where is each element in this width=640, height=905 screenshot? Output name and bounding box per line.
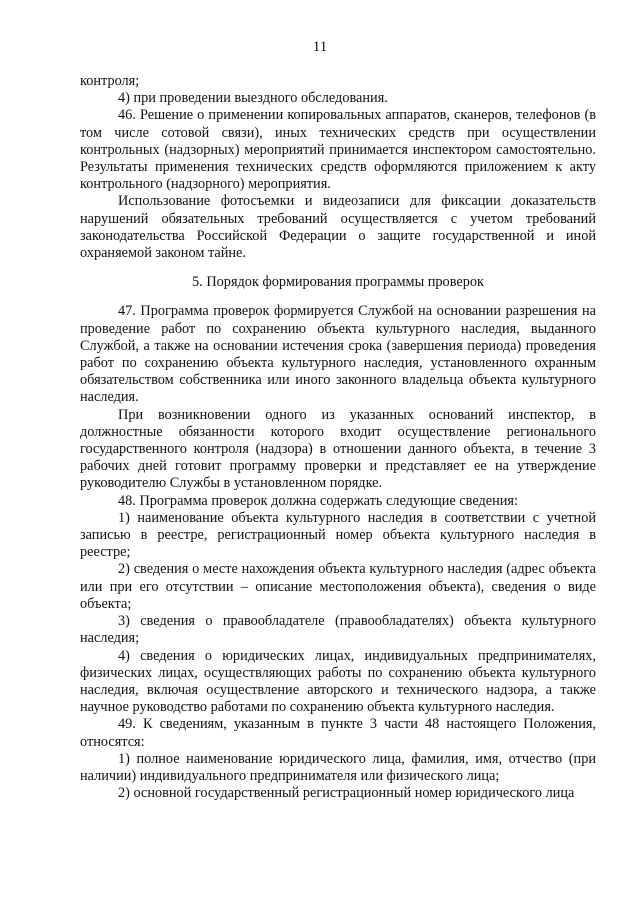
list-item: 2) основной государственный регистрационный номер юридического лица bbox=[118, 785, 575, 802]
paragraph: контроля; bbox=[80, 73, 140, 89]
document-body bbox=[80, 73, 596, 802]
page-number: 11 bbox=[312, 39, 328, 55]
paragraph: 48. Программа проверок должна содержать следующие сведения: bbox=[118, 492, 518, 509]
list-item: 1) полное наименование юридического лица, фамилия, имя, отчество (при наличии) индивидуального предпринимателя или физического лица; bbox=[80, 750, 596, 784]
list-item: 1) наименование объекта культурного наследия в соответствии с учетной записью в реестре, регистрационный номер объекта культурного наследия в реестре; bbox=[80, 509, 596, 561]
paragraph: 46. Решение о применении копировальных аппаратов, сканеров, телефонов (в том числе сотовой связи), иных технических средств при осуществлении контрольных (надзорных) мероприятий принимается инспектором самостоятельно. Результаты применения технических средств оформляются приложением к акту контрольного (надзорного) мероприятия. bbox=[80, 107, 596, 193]
paragraph: 4) при проведении выездного обследования. bbox=[118, 90, 388, 107]
paragraph: 49. К сведениям, указанным в пункте 3 части 48 настоящего Положения, относятся: bbox=[80, 716, 596, 750]
paragraph: При возникновении одного из указанных оснований инспектор, в должностные обязанности которого входит осуществление регионального государственного контроля (надзора) в отношении данного объекта, в течение 3 рабочих дней готовит программу проверки и представляет ее на утверждение руководителю Службы в установленном порядке. bbox=[80, 406, 596, 492]
paragraph: Использование фотосъемки и видеозаписи для фиксации доказательств нарушений обязательных требований осуществляется с учетом требований законодательства Российской Федерации о защите государственной и иной охраняемой законом тайне. bbox=[80, 193, 596, 262]
list-item: 4) сведения о юридических лицах, индивидуальных предпринимателях, физических лицах, осуществляющих работы по сохранению объекта культурного наследия, включая осуществление авторского и технического надзора, а также научное руководство работами по сохранению объекта культурного наследия. bbox=[80, 647, 596, 716]
list-item: 2) сведения о месте нахождения объекта культурного наследия (адрес объекта или при его отсутствии – описание местоположения объекта), сведения о виде объекта; bbox=[80, 561, 596, 612]
section-heading: 5. Порядок формирования программы проверок bbox=[192, 274, 484, 291]
list-item: 3) сведения о правообладателе (правообладателях) объекта культурного наследия; bbox=[80, 613, 596, 647]
paragraph: 47. Программа проверок формируется Службой на основании разрешения на проведение работ по сохранению объекта культурного наследия, выданного Службой, а также на основании истечения срока (завершения периода) проведения работ по сохранению объекта культурного наследия, установленного охранным обязательством собственника или иного законного владельца объекта культурного наследия. bbox=[80, 303, 596, 406]
